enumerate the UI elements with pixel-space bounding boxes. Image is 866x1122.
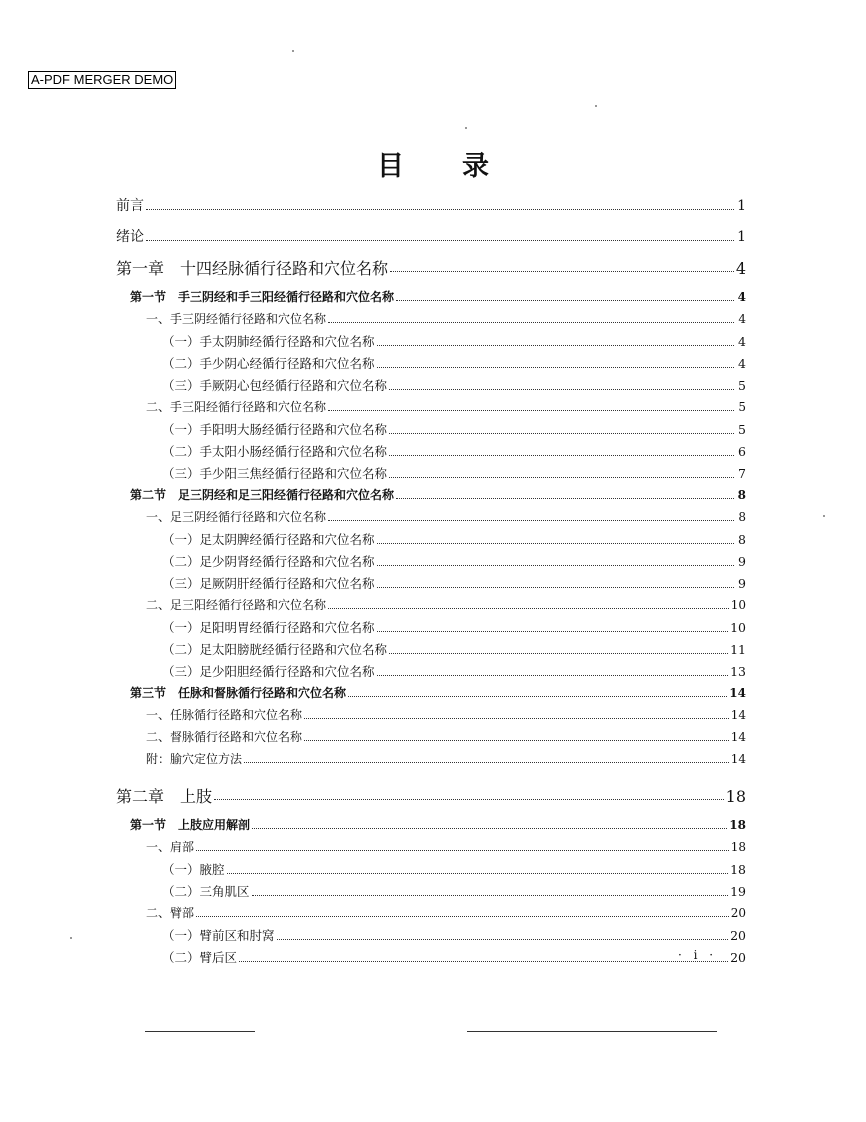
toc-entry[interactable]	[146, 706, 746, 723]
toc-entry[interactable]	[146, 508, 746, 525]
toc-dot-leader	[328, 608, 729, 609]
toc-entry[interactable]	[162, 552, 746, 570]
toc-dot-leader	[377, 587, 734, 588]
toc-entry[interactable]	[162, 948, 746, 966]
toc-entry-label: 第二章 上肢	[116, 787, 213, 806]
toc-entry-page: 8	[738, 532, 746, 547]
toc-entry[interactable]	[162, 618, 746, 636]
toc-dot-leader	[328, 520, 734, 521]
toc-entry-page: 10	[730, 620, 746, 635]
toc-dot-leader	[304, 740, 729, 741]
toc-entry-label: 二、手三阳经循行径路和穴位名称	[146, 400, 327, 414]
toc-dot-leader	[348, 696, 727, 697]
toc-entry[interactable]	[162, 376, 746, 394]
toc-entry-page: 8	[737, 488, 746, 502]
toc-entry-label: 一、任脉循行径路和穴位名称	[146, 708, 303, 722]
toc-entry-label: 第一节 手三阴经和手三阳经循行径路和穴位名称	[130, 290, 395, 304]
toc-dot-leader	[389, 433, 734, 434]
toc-dot-leader	[227, 873, 729, 874]
toc-entry-label: （一）足阳明胃经循行径路和穴位名称	[162, 620, 375, 635]
toc-entry-page: 14	[730, 708, 746, 722]
toc-entry-label: 二、臂部	[146, 906, 195, 920]
toc-entry[interactable]	[162, 332, 746, 350]
toc-dot-leader	[146, 240, 734, 241]
toc-entry[interactable]	[162, 926, 746, 944]
toc-dot-leader	[389, 653, 728, 654]
toc-dot-leader	[389, 477, 734, 478]
toc-entry[interactable]	[162, 442, 746, 460]
toc-entry-label: 一、手三阴经循行径路和穴位名称	[146, 312, 327, 326]
toc-entry[interactable]	[146, 596, 746, 613]
toc-entry-label: （一）手阳明大肠经循行径路和穴位名称	[162, 422, 388, 437]
toc-entry-page: 8	[738, 510, 746, 524]
toc-dot-leader	[377, 543, 734, 544]
toc-entry-page: 11	[730, 642, 746, 657]
toc-entry-label: 二、督脉循行径路和穴位名称	[146, 730, 303, 744]
toc-entry[interactable]	[162, 464, 746, 482]
toc-entry-page: 9	[738, 576, 746, 591]
watermark: A-PDF MERGER DEMO	[28, 71, 176, 89]
toc-entry-label: （一）腋腔	[162, 862, 225, 877]
toc-entry-page: 5	[738, 400, 746, 414]
toc-entry-page: 4	[738, 334, 746, 349]
toc-entry-label: （二）三角肌区	[162, 884, 250, 899]
toc-entry-label: （二）臂后区	[162, 950, 238, 965]
toc-entry[interactable]	[146, 750, 746, 767]
toc-entry-label: 附：腧穴定位方法	[146, 752, 243, 766]
toc-entry-page: 13	[730, 664, 746, 679]
toc-entry[interactable]	[146, 904, 746, 921]
toc-entry[interactable]	[162, 420, 746, 438]
toc-entry-page: 18	[725, 787, 746, 806]
bottom-rule-right	[467, 1031, 717, 1032]
toc-entry-label: 绪论	[116, 229, 144, 245]
toc-entry[interactable]	[116, 784, 746, 807]
toc-entry-label: 一、肩部	[146, 840, 195, 854]
scan-speck	[292, 50, 294, 52]
toc-dot-leader	[328, 410, 734, 411]
toc-entry-label: （三）手厥阴心包经循行径路和穴位名称	[162, 378, 388, 393]
toc-entry-page: 7	[738, 466, 746, 481]
toc-entry[interactable]	[146, 310, 746, 327]
toc-dot-leader	[277, 939, 729, 940]
toc-entry[interactable]	[162, 530, 746, 548]
toc-entry-page: 6	[738, 444, 746, 459]
toc-entry-page: 14	[730, 752, 746, 766]
toc-entry-page: 5	[738, 378, 746, 393]
toc-entry-page: 18	[729, 818, 746, 832]
toc-dot-leader	[396, 300, 734, 301]
toc-entry[interactable]	[146, 728, 746, 745]
toc-entry[interactable]	[162, 662, 746, 680]
toc-entry-label: （二）足少阴肾经循行径路和穴位名称	[162, 554, 375, 569]
toc-entry[interactable]	[162, 882, 746, 900]
toc-dot-leader	[389, 389, 734, 390]
toc-dot-leader	[377, 565, 734, 566]
scan-speck	[70, 937, 72, 939]
toc-entry[interactable]	[130, 486, 746, 503]
page-number: · i ·	[678, 948, 718, 962]
toc-entry-page: 14	[730, 730, 746, 744]
scan-speck	[595, 105, 597, 107]
toc-entry-page: 5	[738, 422, 746, 437]
toc-dot-leader	[304, 718, 729, 719]
toc-entry[interactable]	[130, 684, 746, 701]
toc-dot-leader	[390, 271, 734, 272]
toc-dot-leader	[146, 209, 734, 210]
scan-speck	[465, 127, 467, 129]
toc-entry[interactable]	[162, 640, 746, 658]
page-title: 目录	[377, 151, 547, 182]
toc-entry-label: 第三节 任脉和督脉循行径路和穴位名称	[130, 686, 347, 700]
toc-entry-label: 二、足三阳经循行径路和穴位名称	[146, 598, 327, 612]
toc-dot-leader	[396, 498, 734, 499]
toc-entry[interactable]	[162, 860, 746, 878]
toc-entry[interactable]	[162, 354, 746, 372]
toc-dot-leader	[328, 322, 734, 323]
toc-entry-page: 9	[738, 554, 746, 569]
toc-dot-leader	[252, 895, 729, 896]
toc-entry-page: 1	[737, 198, 746, 214]
scan-speck	[823, 515, 825, 517]
toc-entry-page: 1	[737, 229, 746, 245]
toc-entry-label: （一）臂前区和肘窝	[162, 928, 275, 943]
toc-entry-label: 第一节 上肢应用解剖	[130, 818, 251, 832]
toc-entry-label: （一）足太阴脾经循行径路和穴位名称	[162, 532, 375, 547]
toc-dot-leader	[196, 850, 729, 851]
toc-entry-label: （三）足厥阴肝经循行径路和穴位名称	[162, 576, 375, 591]
toc-entry[interactable]	[116, 256, 746, 279]
toc-entry-page: 4	[737, 290, 746, 304]
toc-entry[interactable]	[116, 195, 746, 215]
toc-dot-leader	[377, 367, 734, 368]
toc-entry-label: 第二节 足三阴经和足三阳经循行径路和穴位名称	[130, 488, 395, 502]
toc-entry-label: 第一章 十四经脉循行径路和穴位名称	[116, 259, 389, 278]
toc-entry[interactable]	[130, 288, 746, 305]
toc-entry-label: （二）手太阳小肠经循行径路和穴位名称	[162, 444, 388, 459]
toc-entry[interactable]	[116, 226, 746, 246]
toc-dot-leader	[377, 345, 734, 346]
toc-dot-leader	[239, 961, 728, 962]
toc-entry-label: （三）足少阳胆经循行径路和穴位名称	[162, 664, 375, 679]
toc-entry-label: （一）手太阴肺经循行径路和穴位名称	[162, 334, 375, 349]
toc-entry-page: 4	[735, 259, 746, 278]
toc-entry-label: 一、足三阴经循行径路和穴位名称	[146, 510, 327, 524]
toc-entry-page: 20	[730, 928, 746, 943]
toc-dot-leader	[377, 675, 729, 676]
toc-entry-page: 20	[730, 950, 746, 965]
toc-dot-leader	[389, 455, 734, 456]
toc-entry-page: 4	[738, 356, 746, 371]
toc-entry-label: （二）手少阴心经循行径路和穴位名称	[162, 356, 375, 371]
toc-entry-label: 前言	[116, 198, 144, 214]
toc-entry-label: （三）手少阳三焦经循行径路和穴位名称	[162, 466, 388, 481]
toc-entry-label: （二）足太阳膀胱经循行径路和穴位名称	[162, 642, 388, 657]
toc-entry-page: 19	[730, 884, 746, 899]
bottom-rule-left	[145, 1031, 255, 1032]
toc-dot-leader	[244, 762, 729, 763]
toc-entry-page: 20	[730, 906, 746, 920]
toc-dot-leader	[214, 799, 724, 800]
toc-dot-leader	[377, 631, 729, 632]
toc-entry[interactable]	[130, 816, 746, 833]
toc-entry-page: 18	[730, 840, 746, 854]
toc-entry-page: 10	[730, 598, 746, 612]
toc-entry-page: 14	[729, 686, 746, 700]
toc-dot-leader	[196, 916, 729, 917]
toc-entry[interactable]	[146, 838, 746, 855]
toc-entry-page: 4	[738, 312, 746, 326]
toc-entry[interactable]	[162, 574, 746, 592]
toc-entry-page: 18	[730, 862, 746, 877]
toc-entry[interactable]	[146, 398, 746, 415]
toc-dot-leader	[252, 828, 727, 829]
